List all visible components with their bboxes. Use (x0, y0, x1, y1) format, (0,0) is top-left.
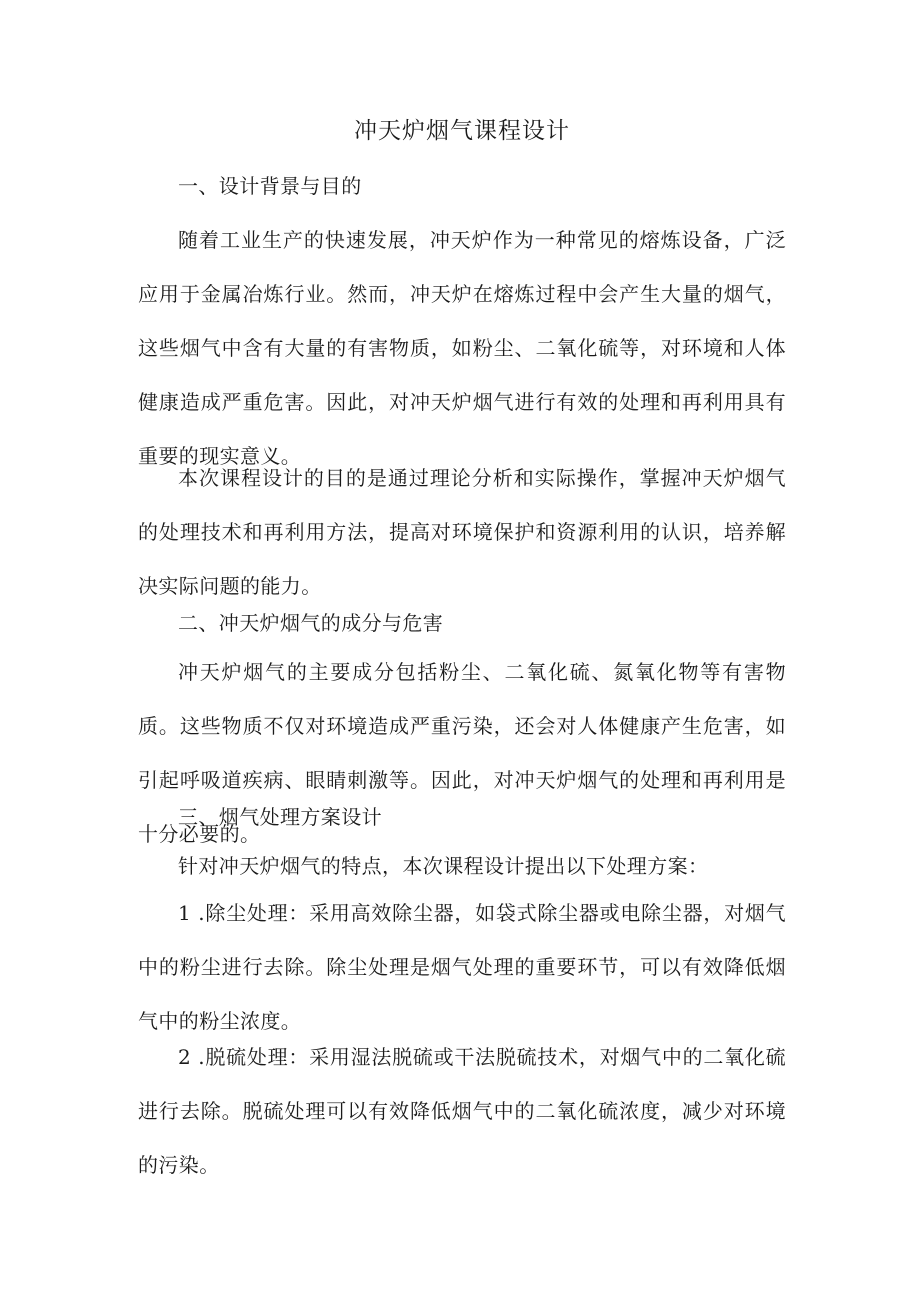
paragraph-composition: 冲天炉烟气的主要成分包括粉尘、二氧化硫、氮氧化物等有害物质。这些物质不仅对环境造成严重污染，还会对人体健康产生危害，如引起呼吸道疾病、眼睛刺激等。因此，对冲天炉烟气的处理和再利用是十分必要的。 (138, 660, 786, 846)
paragraph-purpose: 本次课程设计的目的是通过理论分析和实际操作，掌握冲天炉烟气的处理技术和再利用方法，提高对环境保护和资源利用的认识，培养解决实际问题的能力。 (138, 466, 786, 598)
paragraph-background: 随着工业生产的快速发展，冲天炉作为一种常见的熔炼设备，广泛应用于金属冶炼行业。然而，冲天炉在熔炼过程中会产生大量的烟气，这些烟气中含有大量的有害物质，如粉尘、二氧化硫等，对环境和人体健康造成严重危害。因此，对冲天炉烟气进行有效的处理和再利用具有重要的现实意义。 (138, 228, 786, 468)
section-heading-treatment: 三、烟气处理方案设计 (178, 805, 382, 829)
section-heading-composition: 二、冲天炉烟气的成分与危害 (178, 611, 444, 635)
paragraph-dust-removal: 1 .除尘处理：采用高效除尘器，如袋式除尘器或电除尘器，对烟气中的粉尘进行去除。除尘处理是烟气处理的重要环节，可以有效降低烟气中的粉尘浓度。 (138, 901, 786, 1033)
document-title: 冲天炉烟气课程设计 (354, 118, 570, 144)
paragraph-desulfurization: 2 .脱硫处理：采用湿法脱硫或干法脱硫技术，对烟气中的二氧化硫进行去除。脱硫处理可以有效降低烟气中的二氧化硫浓度，减少对环境的污染。 (138, 1045, 786, 1177)
paragraph-treatment-intro: 针对冲天炉烟气的特点，本次课程设计提出以下处理方案： (178, 854, 709, 878)
section-heading-background: 一、设计背景与目的 (178, 174, 362, 198)
